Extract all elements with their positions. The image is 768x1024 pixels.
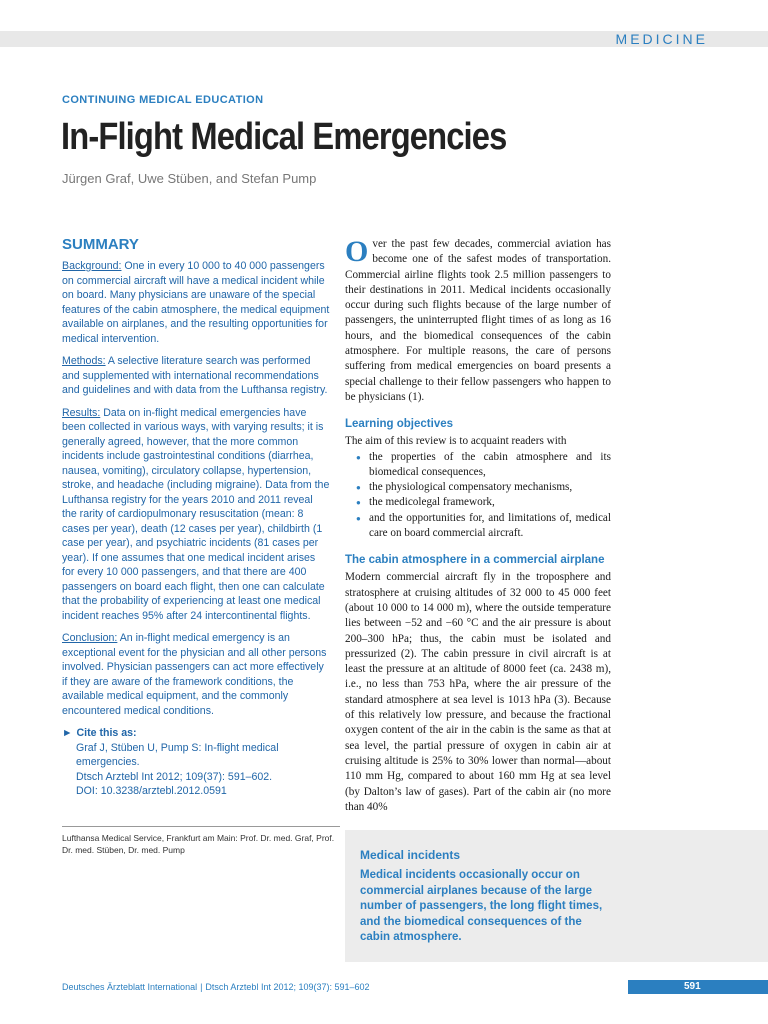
summary-results (62, 406, 330, 624)
cite-line-2: Dtsch Arztebl Int 2012; 109(37): 591–602. (76, 770, 273, 783)
footer-journal: Deutsches Ärzteblatt International (62, 982, 198, 992)
box-text: Medical incidents occasionally occur on commercial airplanes because of the large number of passengers, the long flight times, and the biomedical consequences of the cabin atmosphere. (360, 869, 603, 943)
summary-heading: SUMMARY (62, 236, 139, 253)
cite-heading: Cite this as: (76, 727, 137, 739)
background-label: Background: (62, 260, 122, 272)
cite-line-1: Graf J, Stüben U, Pump S: In-flight medical emergencies. (76, 741, 279, 768)
summary-column (62, 236, 330, 799)
list-item: ● and the opportunities for, and limitations of, medical care on board commercial aircraft. (369, 511, 611, 542)
footer-separator: | (200, 982, 203, 992)
footer-citation-text: Dtsch Arztebl Int 2012; 109(37): 591–602 (205, 982, 370, 992)
objectives-heading: Learning objectives (345, 418, 454, 431)
section-label: MEDICINE (615, 31, 708, 47)
cabin-heading: The cabin atmosphere in a commercial airplane (345, 554, 605, 567)
summary-methods (62, 354, 330, 398)
doi-link[interactable]: DOI: 10.3238/arztebl.2012.0591 (76, 785, 227, 797)
footer-citation (62, 982, 370, 992)
affiliation: Lufthansa Medical Service, Frankfurt am Main: Prof. Dr. med. Graf, Prof. Dr. med. Stüben, Dr. med. Pump (62, 826, 340, 856)
intro-text: ver the past few decades, commercial aviation has become one of the safest modes of transportation. Commercial airline flights took 2.5 million passengers to their destinations in 2011. Medical incidents occasionally occur during such flights because of the large number of passengers, the uninterrupted flight times of as long as 16 hours, and the biomedical consequences of the cabin atmosphere. For multiple reasons, the care of persons suffering from medical emergencies on board presents a special challenge to their fellow passengers who happen to be physicians (1). (345, 238, 611, 403)
background-text: One in every 10 000 to 40 000 passengers on commercial aircraft will have a medical incident while on board. Many physicians are unaware of the special features of the cabin atmosphere, the medical equipment available on airplanes, and the resulting opportunities for medical intervention. (62, 260, 330, 345)
objectives-list (345, 450, 611, 542)
list-item: ● the physiological compensatory mechanisms, (369, 480, 611, 495)
summary-background (62, 259, 330, 346)
page-number-bar (628, 980, 768, 994)
article-title: In-Flight Medical Emergencies (61, 116, 507, 158)
authors: Jürgen Graf, Uwe Stüben, and Stefan Pump (62, 171, 317, 186)
page-number: 591 (684, 981, 701, 992)
conclusion-text: An in-flight medical emergency is an exceptional event for the physician and all other persons involved. Physician passengers can act more effectively if they are aware of the framework conditions, the available medical equipment, and the commonly encountered medical conditions. (62, 632, 327, 717)
conclusion-label: Conclusion: (62, 632, 118, 644)
summary-conclusion (62, 631, 330, 718)
results-text: Data on in-flight medical emergencies have been collected in various ways, with varying results; it is generally agreed, however, that the more common incidents include gastrointestinal conditions (diarrhea, nausea, vomiting), circulatory collapse, hypertension, stroke, and headache (including migraine). Data from the Lufthansa registry for the years 2010 and 2011 reveal the rarity of cardiopulmonary resuscitation (mean: 8 cases per year), death (12 cases per year), childbirth (1 case per year), and psychiatric incidents (81 cases per year). If one assumes that one medical incident arises for every 10 000 passengers, and that there are 400 passengers on board each flight, then one can calculate that the probability of experiencing at least one medical incident reaches 95% after 24 intercontinental flights. (62, 406, 330, 622)
box-heading: Medical incidents (360, 848, 461, 862)
list-item: ● the properties of the cabin atmosphere and its biomedical consequences, (369, 450, 611, 481)
cite-block (62, 726, 330, 799)
cabin-paragraph: Modern commercial aircraft fly in the troposphere and stratosphere at cruising altitudes of 32 000 to 45 000 feet (about 10 000 to 14 000 m), where the outside temperature lies between −52 and −60 °C and the air pressure is about 200–300 hPa; thus, the cabin must be isolated and pressurized (2). The cabin pressure in civil aircraft is at least the pressure at an altitude of 8000 feet (ca. 2438 m), i.e., no less than 753 hPa, where the air pressure of the standard atmosphere at sea level is 1013 hPa (3). Because of this relatively low pressure, and because the fractional oxygen content of the air in the cabin is the same as that at sea level, the partial pressure of oxygen in cabin air at cruising altitude is 25% to 30% lower than normal—about 110 mm Hg, compared to about 160 mm Hg at sea level (by Dalton’s law of gases). Part of the cabin air (no more than 40% (345, 571, 611, 813)
methods-text: A selective literature search was performed and supplemented with international recommendations and guidelines and with data from the Lufthansa registry. (62, 355, 328, 396)
dropcap: O (345, 235, 369, 268)
cite-arrow-icon: ► (62, 727, 73, 739)
list-item: ● the medicolegal framework, (369, 495, 611, 510)
kicker: CONTINUING MEDICAL EDUCATION (62, 94, 264, 106)
results-label: Results: (62, 406, 101, 419)
methods-label: Methods: (62, 355, 106, 367)
objectives-lead: The aim of this review is to acquaint readers with (345, 435, 567, 448)
medical-incidents-box (345, 830, 768, 962)
main-column (345, 237, 611, 815)
intro-paragraph (345, 237, 611, 405)
